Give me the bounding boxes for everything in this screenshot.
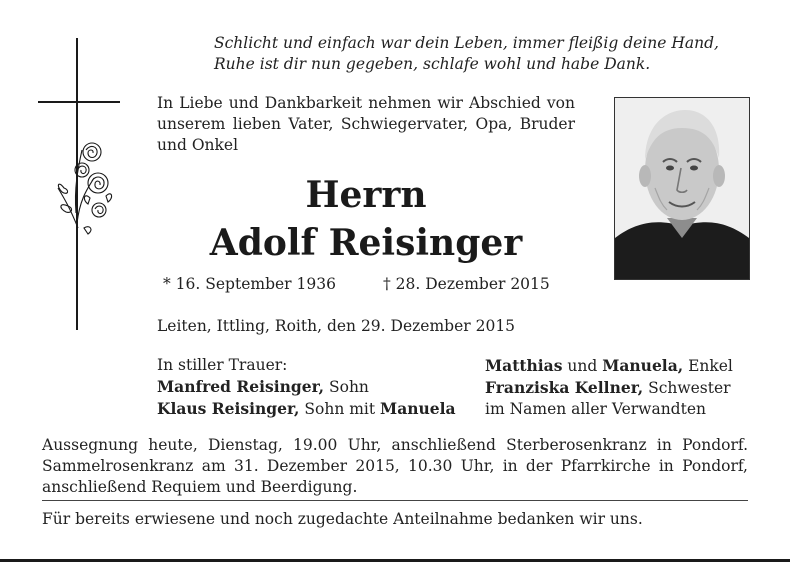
death-date: † 28. Dezember 2015 bbox=[383, 275, 550, 293]
poem-line-2: Ruhe ist dir nun gegeben, schlafe wohl und habe Dank. bbox=[214, 55, 651, 73]
mourners-header: In stiller Trauer: bbox=[157, 356, 288, 374]
deceased-name: Adolf Reisinger bbox=[209, 222, 523, 264]
intro-text: In Liebe und Dankbarkeit nehmen wir Abschied von unserem lieben Vater, Schwiegervater, Opa, Bruder und Onkel bbox=[157, 94, 575, 154]
mourner-entry: im Namen aller Verwandten bbox=[485, 400, 706, 418]
mourner-relation: Schwester bbox=[643, 379, 731, 397]
mourner-partner-name: Manuela, bbox=[602, 356, 684, 375]
mourner-name: Matthias bbox=[485, 356, 563, 375]
bottom-border bbox=[0, 559, 790, 562]
memorial-poem bbox=[214, 33, 774, 75]
cross-with-roses-icon bbox=[38, 38, 120, 330]
mourner-name: Franziska Kellner, bbox=[485, 378, 644, 397]
divider bbox=[42, 500, 748, 501]
mourner-entry bbox=[157, 398, 456, 420]
mourner-entry bbox=[485, 377, 733, 399]
mourner-partner-name: Manuela bbox=[380, 399, 456, 418]
mourner-entry bbox=[157, 376, 456, 398]
salutation: Herrn bbox=[305, 174, 427, 216]
mourner-conjunction: und bbox=[562, 357, 603, 375]
mourners-right bbox=[485, 355, 733, 420]
mourner-relation: Sohn bbox=[324, 378, 369, 396]
funeral-details bbox=[42, 435, 748, 498]
funeral-text: Aussegnung heute, Dienstag, 19.00 Uhr, anschließend Sterberosenkranz in Pondorf. Sammelrosenkranz am 31. Dezember 2015, 10.30 Uhr, in der Pfarrkirche in Pondorf, anschließend Requiem und Beerdigung. bbox=[42, 436, 748, 496]
thanks-text: Für bereits erwiesene und noch zugedachte Anteilnahme bedanken wir uns. bbox=[42, 510, 643, 528]
mourner-name: Klaus Reisinger, bbox=[157, 399, 300, 418]
place-and-date: Leiten, Ittling, Roith, den 29. Dezember 2015 bbox=[157, 317, 516, 335]
mourner-entry bbox=[485, 355, 733, 377]
mourner-name: Manfred Reisinger, bbox=[157, 377, 325, 396]
birth-date: * 16. September 1936 bbox=[163, 275, 336, 293]
mourners-left bbox=[157, 355, 456, 420]
poem-line-1: Schlicht und einfach war dein Leben, immer fleißig deine Hand, bbox=[214, 34, 719, 52]
mourner-relation: Sohn mit bbox=[299, 400, 381, 418]
portrait-photo bbox=[614, 97, 750, 280]
mourner-relation: Enkel bbox=[683, 357, 733, 375]
